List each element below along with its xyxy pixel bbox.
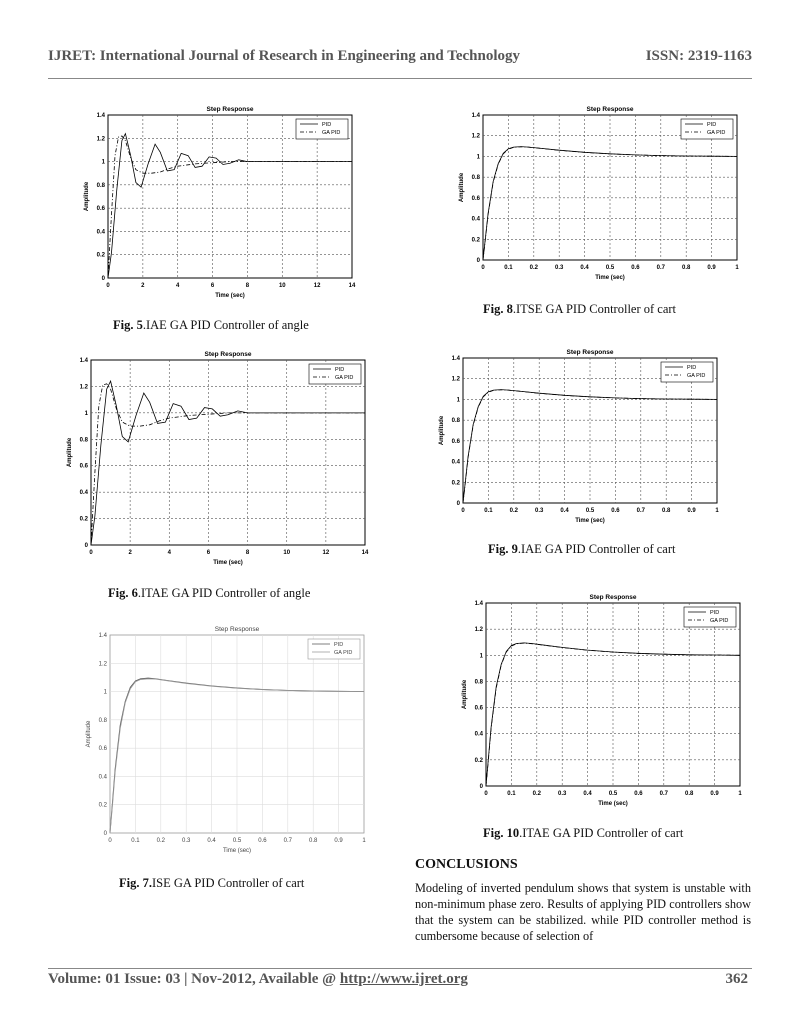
y-tick-label: 1.4 bbox=[79, 358, 88, 364]
legend-label: GA PID bbox=[687, 373, 706, 379]
conclusions-heading: CONCLUSIONS bbox=[415, 857, 518, 872]
x-tick-label: 0.2 bbox=[156, 838, 165, 844]
x-axis-label: Time (sec) bbox=[213, 560, 243, 566]
y-tick-label: 1.4 bbox=[96, 113, 105, 119]
x-tick-label: 2 bbox=[141, 283, 145, 289]
x-tick-label: 0.8 bbox=[662, 508, 671, 514]
x-tick-label: 0.4 bbox=[560, 508, 569, 514]
y-tick-label: 0.2 bbox=[471, 237, 480, 244]
x-tick-label: 0.6 bbox=[258, 838, 267, 844]
caption-fig7-text: ISE GA PID Controller of cart bbox=[151, 876, 305, 890]
legend-label: PID bbox=[334, 642, 344, 648]
x-tick-label: 0.1 bbox=[131, 838, 140, 844]
chart-title: Step Response bbox=[566, 349, 614, 356]
footer-link[interactable]: http://www.ijret.org bbox=[339, 971, 468, 987]
caption-fig10 bbox=[483, 826, 683, 841]
x-tick-label: 0.4 bbox=[580, 265, 589, 271]
x-tick-label: 14 bbox=[361, 550, 369, 556]
x-tick-label: 2 bbox=[128, 550, 132, 556]
x-tick-label: 1 bbox=[735, 265, 739, 271]
y-tick-label: 0.2 bbox=[474, 757, 483, 764]
x-axis-label: Time (sec) bbox=[575, 518, 605, 524]
footer-volume bbox=[48, 971, 468, 988]
caption-fig5-number: Fig. 5 bbox=[113, 318, 143, 332]
y-tick-label: 0.8 bbox=[96, 182, 105, 189]
y-tick-label: 0 bbox=[103, 831, 107, 837]
chart-fig5 bbox=[80, 100, 360, 300]
x-tick-label: 0 bbox=[481, 265, 485, 271]
x-tick-label: 0 bbox=[484, 791, 488, 797]
y-tick-label: 0.2 bbox=[98, 802, 107, 809]
x-tick-label: 0.5 bbox=[608, 791, 618, 797]
y-tick-label: 0.8 bbox=[471, 175, 480, 182]
y-tick-label: 1.2 bbox=[79, 384, 88, 391]
y-tick-label: 1.4 bbox=[451, 356, 460, 362]
y-axis-label: Amplitude bbox=[86, 720, 92, 748]
x-tick-label: 0.5 bbox=[605, 265, 615, 271]
chart-title: Step Response bbox=[206, 106, 254, 113]
legend-label: PID bbox=[335, 367, 345, 373]
legend-label: GA PID bbox=[710, 618, 729, 624]
legend-label: GA PID bbox=[335, 375, 354, 381]
y-tick-label: 0.8 bbox=[79, 437, 88, 444]
y-tick-label: 0.6 bbox=[474, 705, 483, 712]
x-tick-label: 0.4 bbox=[207, 838, 216, 844]
caption-fig5 bbox=[113, 318, 309, 333]
x-tick-label: 4 bbox=[176, 283, 180, 289]
caption-fig5-text: .IAE GA PID Controller of angle bbox=[142, 318, 309, 332]
x-tick-label: 0.3 bbox=[182, 838, 191, 844]
y-tick-label: 0.4 bbox=[79, 490, 88, 497]
legend-label: PID bbox=[707, 122, 717, 128]
x-tick-label: 0.2 bbox=[532, 791, 541, 797]
y-tick-label: 0.6 bbox=[451, 438, 460, 445]
y-tick-label: 1.4 bbox=[98, 633, 107, 639]
y-tick-label: 1 bbox=[84, 410, 88, 417]
caption-fig10-text: .ITAE GA PID Controller of cart bbox=[519, 826, 684, 840]
y-tick-label: 0.4 bbox=[451, 459, 460, 466]
legend-label: PID bbox=[322, 122, 332, 128]
x-tick-label: 0.9 bbox=[710, 791, 719, 797]
x-tick-label: 0.9 bbox=[707, 265, 716, 271]
chart-title: Step Response bbox=[204, 351, 252, 358]
x-tick-label: 14 bbox=[348, 283, 356, 289]
x-tick-label: 0.1 bbox=[484, 508, 493, 514]
x-tick-label: 6 bbox=[210, 283, 215, 289]
y-tick-label: 0.4 bbox=[474, 731, 483, 738]
y-tick-label: 1.2 bbox=[98, 661, 107, 668]
y-tick-label: 0.8 bbox=[474, 679, 483, 686]
y-tick-label: 0.4 bbox=[96, 229, 105, 236]
y-tick-label: 0.2 bbox=[96, 252, 105, 259]
chart-fig10 bbox=[458, 588, 748, 808]
x-tick-label: 0.7 bbox=[283, 838, 292, 844]
x-tick-label: 0.7 bbox=[636, 508, 645, 514]
y-axis-label: Amplitude bbox=[67, 437, 73, 468]
y-tick-label: 1.2 bbox=[474, 627, 483, 634]
y-axis-label: Amplitude bbox=[439, 415, 445, 446]
y-tick-label: 1 bbox=[103, 689, 107, 696]
caption-fig6-number: Fig. 6 bbox=[108, 586, 138, 600]
y-tick-label: 1.2 bbox=[451, 376, 460, 383]
caption-fig8-text: .ITSE GA PID Controller of cart bbox=[512, 302, 677, 316]
y-tick-label: 0.8 bbox=[451, 418, 460, 425]
x-tick-label: 12 bbox=[313, 283, 321, 289]
x-tick-label: 10 bbox=[278, 283, 286, 289]
x-tick-label: 0 bbox=[106, 283, 110, 289]
x-tick-label: 0.1 bbox=[507, 791, 516, 797]
y-tick-label: 1.2 bbox=[471, 133, 480, 140]
x-tick-label: 1 bbox=[738, 791, 742, 797]
plot-area bbox=[108, 115, 352, 278]
chart-fig8 bbox=[455, 100, 745, 282]
plot-area bbox=[91, 360, 365, 545]
caption-fig7 bbox=[119, 876, 304, 891]
caption-fig8-number: Fig. 8 bbox=[483, 302, 513, 316]
x-tick-label: 0.8 bbox=[685, 791, 694, 797]
x-tick-label: 0.6 bbox=[634, 791, 643, 797]
caption-fig9 bbox=[488, 542, 675, 557]
x-axis-label: Time (sec) bbox=[595, 275, 625, 281]
x-tick-label: 0 bbox=[461, 508, 465, 514]
chart-title: Step Response bbox=[214, 626, 260, 633]
journal-title: IJRET: International Journal of Research in Engineering and Technology bbox=[48, 48, 521, 64]
legend-label: PID bbox=[710, 610, 720, 616]
y-tick-label: 0.6 bbox=[471, 195, 480, 202]
x-tick-label: 1 bbox=[362, 838, 366, 844]
x-axis-label: Time (sec) bbox=[222, 848, 252, 854]
y-tick-label: 0 bbox=[479, 784, 483, 790]
caption-fig7-number: Fig. 7. bbox=[119, 876, 152, 890]
legend-label: GA PID bbox=[334, 650, 353, 656]
legend-label: GA PID bbox=[322, 130, 341, 136]
x-tick-label: 0 bbox=[108, 838, 112, 844]
legend-label: GA PID bbox=[707, 130, 726, 136]
caption-fig6 bbox=[108, 586, 310, 601]
y-tick-label: 0.6 bbox=[79, 463, 88, 470]
chart-fig6 bbox=[63, 345, 373, 567]
x-tick-label: 0.7 bbox=[656, 265, 665, 271]
y-tick-label: 0.6 bbox=[96, 206, 105, 213]
y-tick-label: 0 bbox=[101, 276, 105, 282]
x-tick-label: 8 bbox=[245, 283, 250, 289]
chart-title: Step Response bbox=[589, 594, 637, 601]
y-tick-label: 1.4 bbox=[471, 113, 480, 119]
x-tick-label: 0.2 bbox=[529, 265, 538, 271]
y-axis-label: Amplitude bbox=[462, 679, 468, 710]
y-tick-label: 1.2 bbox=[96, 136, 105, 143]
y-tick-label: 0.4 bbox=[471, 216, 480, 223]
x-tick-label: 6 bbox=[206, 550, 211, 556]
y-tick-label: 1 bbox=[476, 154, 480, 161]
x-tick-label: 12 bbox=[322, 550, 330, 556]
y-tick-label: 1 bbox=[456, 397, 460, 404]
footer-divider bbox=[48, 968, 752, 969]
x-tick-label: 0.8 bbox=[682, 265, 691, 271]
y-tick-label: 1 bbox=[479, 653, 483, 660]
footer-volume-text: Volume: 01 Issue: 03 | Nov-2012, Available @ bbox=[48, 971, 340, 987]
x-axis-label: Time (sec) bbox=[215, 293, 245, 299]
chart-title: Step Response bbox=[586, 106, 634, 113]
x-tick-label: 0.2 bbox=[509, 508, 518, 514]
page-number: 362 bbox=[725, 971, 748, 987]
caption-fig9-number: Fig. 9 bbox=[488, 542, 518, 556]
caption-fig8 bbox=[483, 302, 676, 317]
y-tick-label: 0.2 bbox=[79, 516, 88, 523]
y-tick-label: 0.4 bbox=[98, 774, 107, 781]
y-axis-label: Amplitude bbox=[84, 181, 90, 212]
legend-label: PID bbox=[687, 365, 697, 371]
chart-fig9 bbox=[435, 343, 725, 525]
y-axis-label: Amplitude bbox=[459, 172, 465, 203]
issn: ISSN: 2319-1163 bbox=[645, 48, 752, 64]
x-tick-label: 0.3 bbox=[558, 791, 567, 797]
chart-fig7 bbox=[82, 620, 372, 855]
x-tick-label: 0 bbox=[89, 550, 93, 556]
y-tick-label: 0 bbox=[456, 501, 460, 507]
x-tick-label: 0.3 bbox=[535, 508, 544, 514]
plot-area bbox=[486, 603, 740, 786]
y-tick-label: 0.6 bbox=[98, 746, 107, 753]
y-tick-label: 0.2 bbox=[451, 480, 460, 487]
x-tick-label: 0.3 bbox=[555, 265, 564, 271]
caption-fig10-number: Fig. 10 bbox=[483, 826, 520, 840]
x-tick-label: 0.9 bbox=[687, 508, 696, 514]
caption-fig6-text: .ITAE GA PID Controller of angle bbox=[137, 586, 311, 600]
x-tick-label: 0.8 bbox=[309, 838, 318, 844]
y-tick-label: 0 bbox=[84, 543, 88, 549]
x-tick-label: 0.1 bbox=[504, 265, 513, 271]
x-tick-label: 1 bbox=[715, 508, 719, 514]
caption-fig9-text: .IAE GA PID Controller of cart bbox=[517, 542, 676, 556]
x-tick-label: 10 bbox=[283, 550, 291, 556]
y-tick-label: 0.8 bbox=[98, 717, 107, 724]
x-tick-label: 0.9 bbox=[334, 838, 343, 844]
x-tick-label: 0.6 bbox=[611, 508, 620, 514]
x-tick-label: 4 bbox=[167, 550, 171, 556]
y-tick-label: 1.4 bbox=[474, 601, 483, 607]
conclusions-paragraph: Modeling of inverted pendulum shows that system is unstable with non-minimum phase zero. Results of applying PID controllers show that the system can be stabilized. while PID controller method is cumbersome because of selection of bbox=[415, 881, 751, 943]
x-tick-label: 8 bbox=[245, 550, 250, 556]
x-tick-label: 0.4 bbox=[583, 791, 592, 797]
x-tick-label: 0.5 bbox=[232, 838, 242, 844]
x-axis-label: Time (sec) bbox=[598, 801, 628, 807]
x-tick-label: 0.5 bbox=[585, 508, 595, 514]
y-tick-label: 1 bbox=[101, 159, 105, 166]
x-tick-label: 0.6 bbox=[631, 265, 640, 271]
y-tick-label: 0 bbox=[476, 258, 480, 264]
x-tick-label: 0.7 bbox=[659, 791, 668, 797]
header-divider bbox=[48, 78, 752, 79]
